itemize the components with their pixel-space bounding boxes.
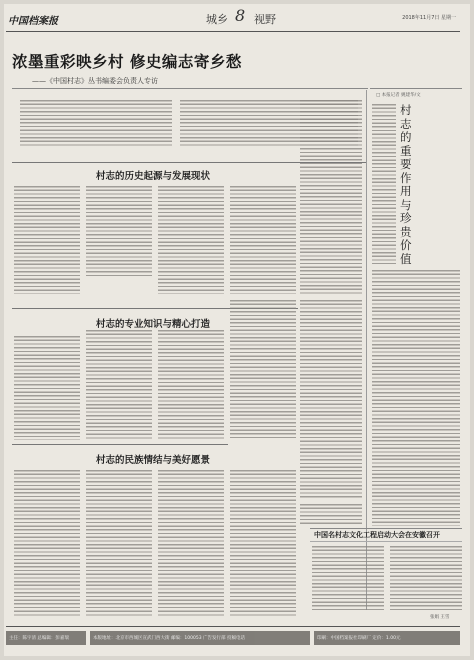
body-column (86, 330, 152, 440)
body-column (300, 300, 362, 500)
body-column (230, 470, 296, 618)
article-subheadline: ——《中国村志》丛书编委会负责人专访 (32, 77, 158, 85)
body-column (86, 470, 152, 618)
section-heading-1: 村志的历史起源与发展现状 (96, 171, 211, 182)
section-heading-2: 村志的专业知识与精心打造 (96, 319, 211, 330)
body-column (300, 504, 362, 524)
paper-name: 中国档案报 (8, 16, 58, 27)
footer-print: 印刷：中国档案报社印刷厂 定价：1.00元 (317, 636, 401, 641)
body-column (158, 470, 224, 618)
sidebar-title: 村志的重要作用与珍贵价值 (400, 103, 412, 266)
footer (6, 626, 460, 648)
news-text (312, 546, 384, 612)
section-rule (12, 444, 228, 445)
news-rule (310, 528, 462, 529)
headline-rule (12, 88, 368, 89)
issue-date: 2018年11月7日 星期一 (402, 15, 456, 21)
footer-editor: 主任：陈宇清 总编辑：彭嘉瑞 (9, 636, 69, 641)
section-heading-3: 村志的民族情结与美好愿景 (96, 455, 211, 466)
body-column (14, 336, 80, 440)
sidebar-rule (370, 88, 462, 89)
page-number: 8 (235, 6, 246, 25)
body-column (14, 470, 80, 618)
news-rule (310, 541, 462, 542)
intro-text-left (20, 100, 172, 148)
body-column (300, 100, 362, 294)
footer-info (6, 631, 86, 645)
body-column (230, 186, 296, 294)
footer-info (90, 631, 310, 645)
news-heading: 中国名村志文化工程启动大会在安徽召开 (314, 531, 440, 539)
sidebar-text (372, 270, 460, 526)
body-column (86, 186, 152, 278)
section-label: 城乡 (206, 13, 228, 26)
body-column (14, 186, 80, 294)
footer-address: 本版地址：北京市西城区宣武门西大街 邮编：100053 广告发行部 投稿电话 (93, 636, 245, 641)
masthead (6, 6, 460, 32)
section-name: 视野 (254, 13, 276, 26)
article-headline: 浓墨重彩映乡村 修史编志寄乡愁 (12, 53, 242, 71)
body-column (230, 300, 296, 440)
body-column (158, 186, 224, 294)
news-author: 张娟 王雪 (430, 615, 450, 620)
sidebar-text (372, 104, 396, 264)
news-text (390, 546, 462, 612)
body-column (158, 330, 224, 440)
sidebar-byline: □ 本报记者 姚建华/文 (376, 93, 421, 98)
footer-info (314, 631, 460, 645)
